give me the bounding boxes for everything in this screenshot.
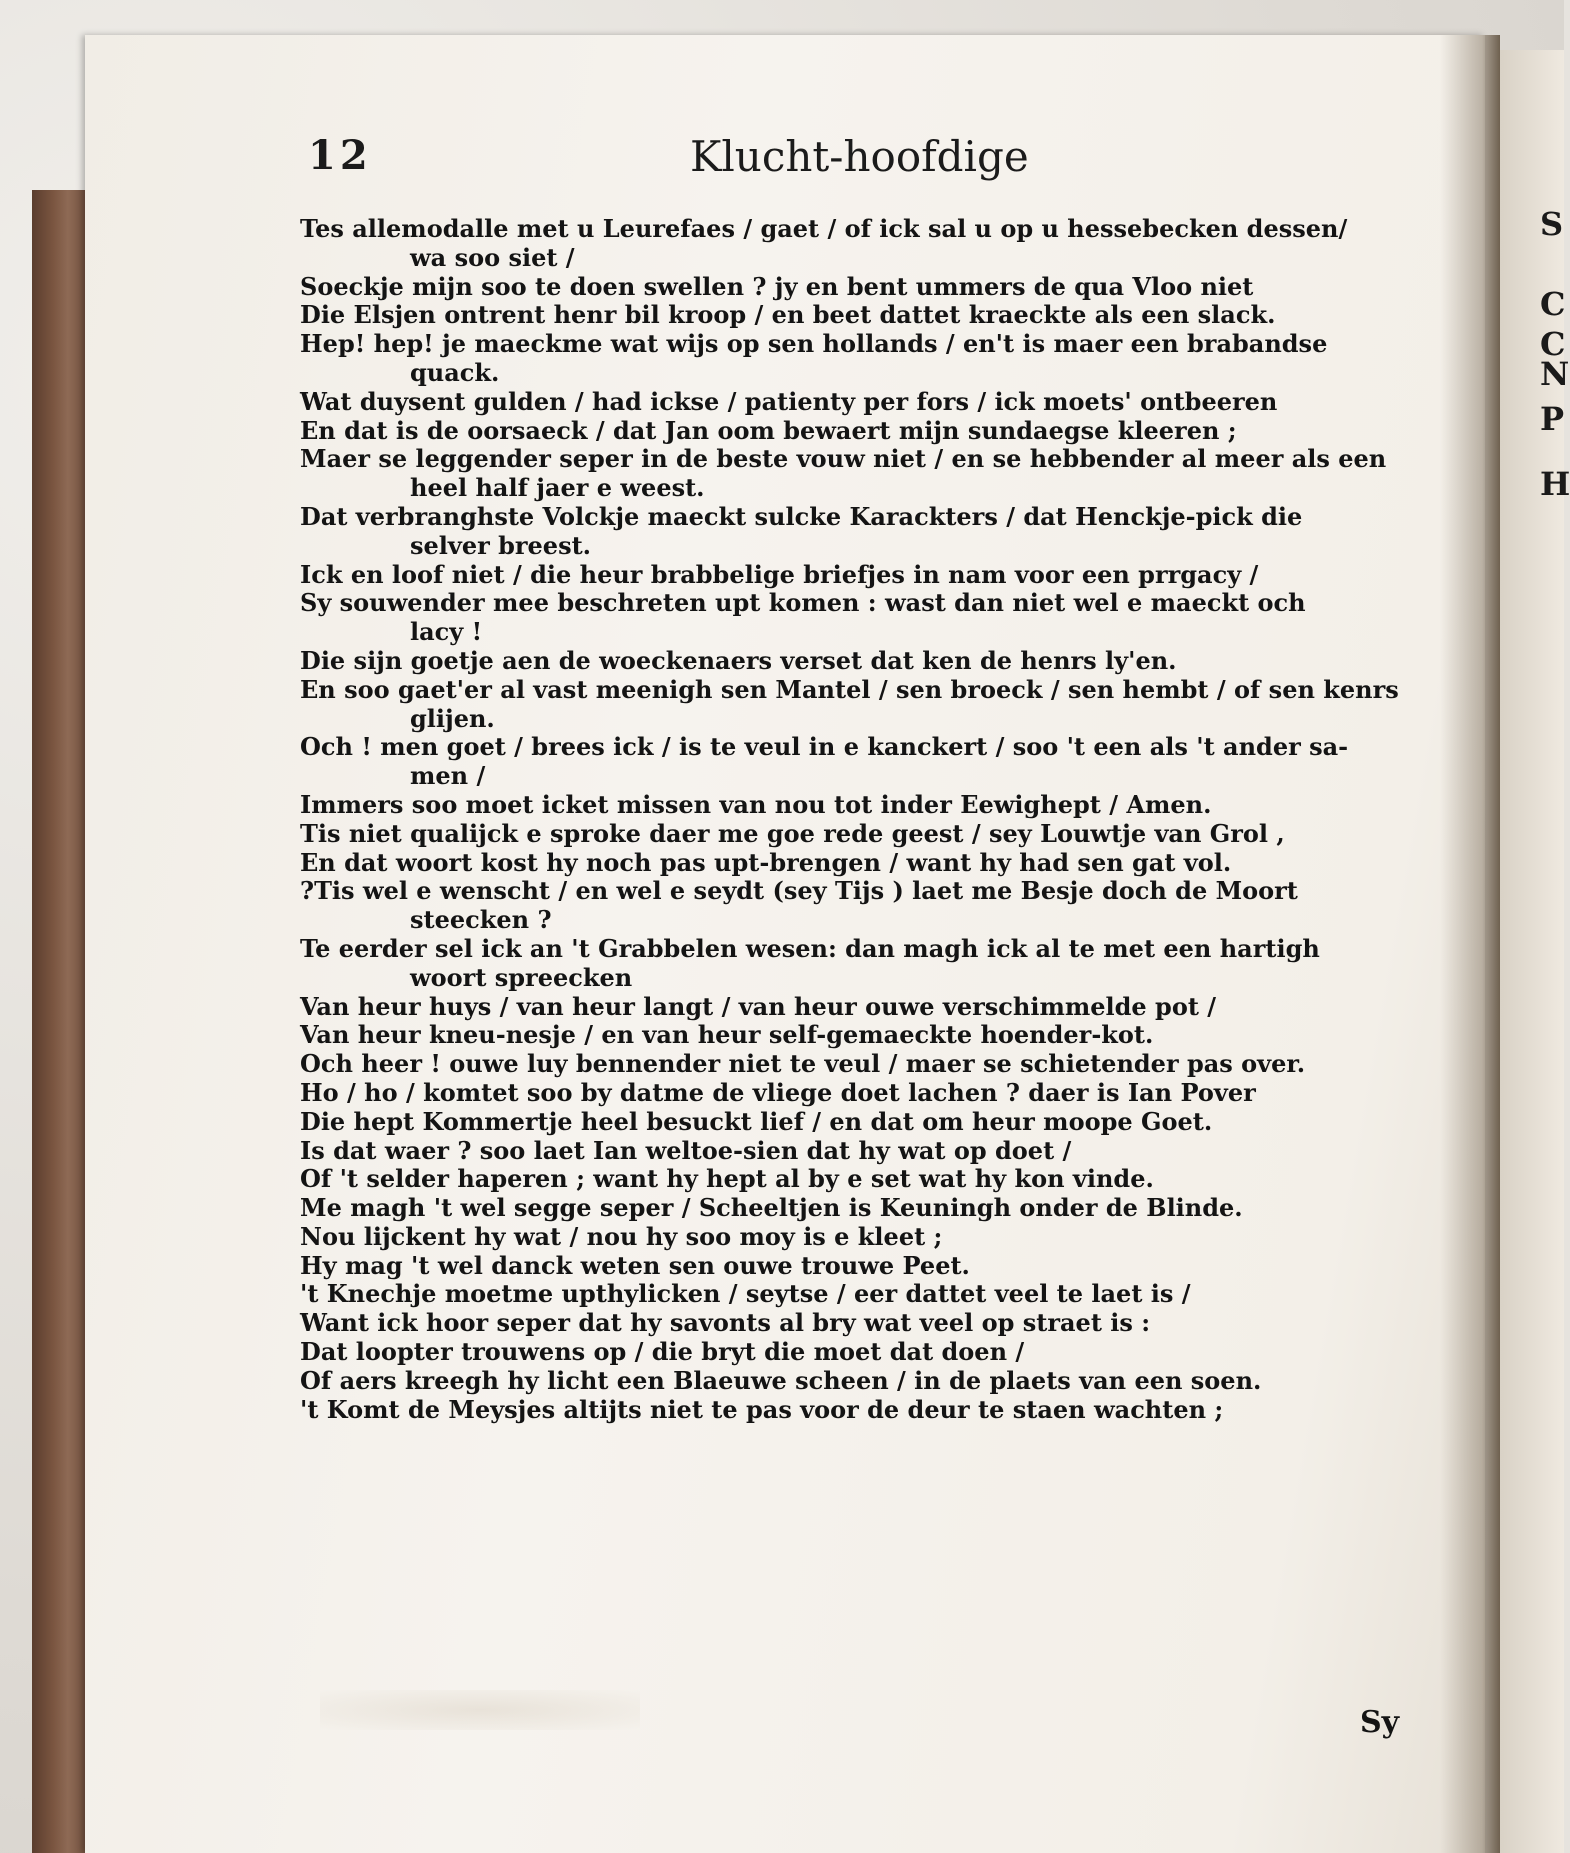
verse-line-continuation: men / <box>410 761 486 791</box>
verse-line: Ho / ho / komtet soo by datme de vliege doet lachen ? daer is Ian Pover <box>300 1077 1256 1107</box>
verse-text-block <box>300 215 1410 1424</box>
verse-line-continuation: wa soo siet / <box>410 242 575 272</box>
verse-line: 't Komt de Meysjes altijts niet te pas voor de deur te staen wachten ; <box>300 1394 1224 1424</box>
verse-line: Want ick hoor seper dat hy savonts al bry wat veel op straet is : <box>300 1308 1151 1338</box>
verse-line-continuation: steecken ? <box>410 905 552 935</box>
verse-line: Immers soo moet icket missen van nou tot inder Eewighept / Amen. <box>300 789 1212 819</box>
verse-line-continuation: heel half jaer e weest. <box>410 473 705 503</box>
verse-line: Of 't selder haperen ; want hy hept al by e set wat hy kon vinde. <box>300 1164 1154 1194</box>
verse-line: Of aers kreegh hy licht een Blaeuwe scheen / in de plaets van een soen. <box>300 1365 1262 1395</box>
verse-line: Tis niet qualijck e sproke daer me goe rede geest / sey Louwtje van Grol , <box>300 818 1285 848</box>
page-number: 12 <box>308 132 372 179</box>
verse-line: Me magh 't wel segge seper / Scheeltjen is Keuningh onder de Blinde. <box>300 1193 1243 1223</box>
verse-line: En dat is de oorsaeck / dat Jan oom bewaert mijn sundaegse kleeren ; <box>300 415 1237 445</box>
facing-page-letter: C <box>1540 325 1566 363</box>
verse-line-continuation: lacy ! <box>410 617 483 647</box>
verse-line: Van heur kneu-nesje / en van heur self-gemaeckte hoender-kot. <box>300 1020 1154 1050</box>
verse-line: Dat loopter trouwens op / die bryt die moet dat doen / <box>300 1337 1025 1367</box>
verse-line: Te eerder sel ick an 't Grabbelen wesen: dan magh ick al te met een hartigh <box>300 933 1320 963</box>
verse-line: Is dat waer ? soo laet Ian weltoe-sien dat hy wat op doet / <box>300 1135 1072 1165</box>
facing-page-letter: C <box>1540 285 1566 323</box>
facing-page-letter: N <box>1540 355 1570 393</box>
facing-page-letter: P <box>1540 400 1565 438</box>
verse-line: Hy mag 't wel danck weten sen ouwe trouwe Peet. <box>300 1250 970 1280</box>
page-stain <box>320 1690 640 1730</box>
verse-line: En soo gaet'er al vast meenigh sen Mantel / sen broeck / sen hembt / of sen kenrs <box>300 674 1399 704</box>
verse-line: En dat woort kost hy noch pas upt-brengen / want hy had sen gat vol. <box>300 847 1232 877</box>
verse-line: Hep! hep! je maeckme wat wijs op sen hollands / en't is maer een brabandse <box>300 329 1328 359</box>
catchword: Sy <box>1360 1705 1400 1740</box>
verse-line: Och ! men goet / brees ick / is te veul in e kanckert / soo 't een als 't ander sa- <box>300 732 1349 762</box>
verse-line: Och heer ! ouwe luy bennender niet te veul / maer se schietender pas over. <box>300 1049 1306 1079</box>
verse-line: Nou lijckent hy wat / nou hy soo moy is e kleet ; <box>300 1221 943 1251</box>
verse-line: Die hept Kommertje heel besuckt lief / en dat om heur moope Goet. <box>300 1106 1213 1136</box>
facing-page-letter: S <box>1540 205 1564 243</box>
verse-line: Sy souwender mee beschreten upt komen : wast dan niet wel e maeckt och <box>300 588 1306 618</box>
verse-line: Tes allemodalle met u Leurefaes / gaet / of ick sal u op u hessebecken dessen/ <box>300 214 1348 243</box>
verse-line: 't Knechje moetme upthylicken / seytse / eer dattet veel te laet is / <box>300 1279 1191 1309</box>
verse-line: Maer se leggender seper in de beste vouw niet / en se hebbender al meer als een <box>300 444 1387 474</box>
verse-line-continuation: glijen. <box>410 703 495 733</box>
verse-line: Van heur huys / van heur langt / van heur ouwe verschimmelde pot / <box>300 991 1217 1021</box>
verse-line-continuation: quack. <box>410 357 500 387</box>
verse-line-continuation: selver breest. <box>410 530 592 560</box>
verse-line: Ick en loof niet / die heur brabbelige briefjes in nam voor een prrgacy / <box>300 559 1259 589</box>
verse-line-continuation: woort spreecken <box>410 962 633 992</box>
verse-line: ?Tis wel e wenscht / en wel e seydt (sey Tijs ) laet me Besje doch de Moort <box>300 876 1298 906</box>
verse-line: Wat duysent gulden / had ickse / patienty per fors / ick moets' ontbeeren <box>300 386 1278 416</box>
verse-line: Die Elsjen ontrent henr bil kroop / en beet dattet kraeckte als een slack. <box>300 300 1276 330</box>
verse-line: Dat verbranghste Volckje maeckt sulcke Karackters / dat Henckje-pick die <box>300 501 1303 531</box>
page-gutter-shadow <box>1440 35 1500 1853</box>
verse-line: Soeckje mijn soo te doen swellen ? jy en bent ummers de qua Vloo niet <box>300 271 1254 301</box>
verse-line: Die sijn goetje aen de woeckenaers verset dat ken de henrs ly'en. <box>300 645 1177 675</box>
running-title: Klucht-hoofdige <box>690 132 1029 181</box>
facing-page-letter: H <box>1540 465 1570 503</box>
book-cover-edge <box>32 190 92 1853</box>
